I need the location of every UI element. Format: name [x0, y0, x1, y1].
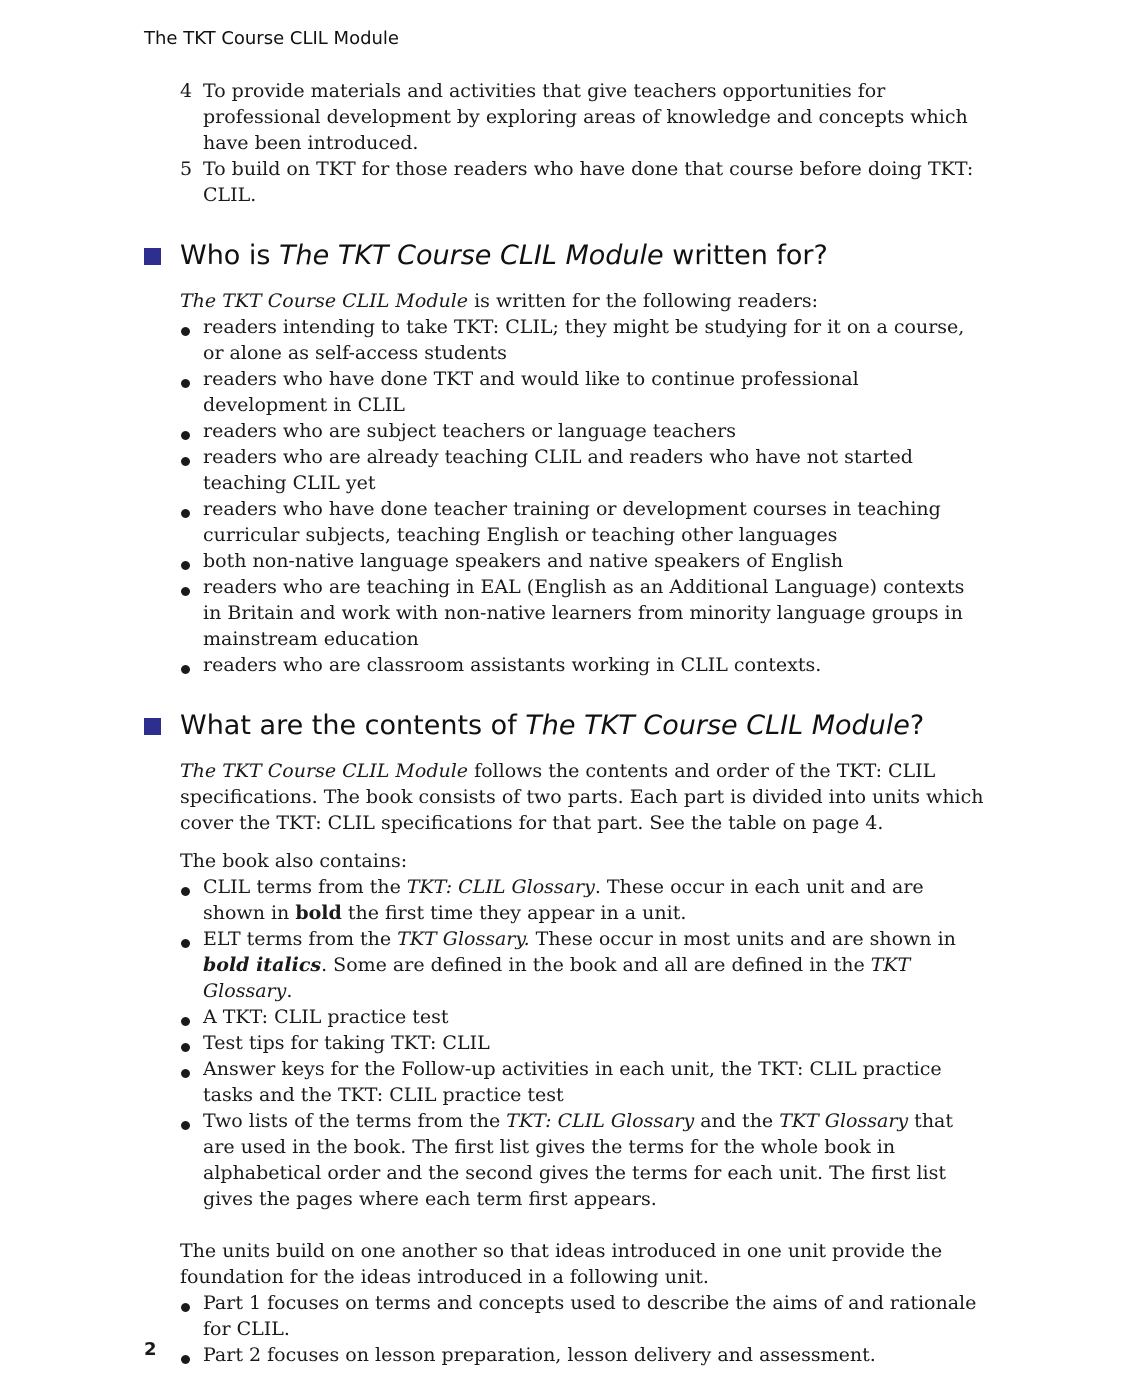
list-item: A TKT: CLIL practice test [180, 1004, 984, 1030]
also-contains: The book also contains: [180, 850, 408, 872]
bullet-icon [181, 327, 190, 336]
who-intro: The TKT Course CLIL Module is written for the following readers: [180, 290, 819, 312]
bullet-icon [181, 1043, 190, 1052]
list-item: Part 2 focuses on lesson preparation, lesson delivery and assessment. [180, 1342, 984, 1368]
list-item: readers who are classroom assistants working in CLIL contexts. [180, 652, 984, 678]
list-item: readers intending to take TKT: CLIL; they might be studying for it on a course, or alone as self-access students [180, 314, 984, 366]
spacer [144, 1212, 984, 1238]
bullet-icon [181, 1017, 190, 1026]
bullet-icon [181, 379, 190, 388]
parts-list [180, 1290, 984, 1368]
list-item: Test tips for taking TKT: CLIL [180, 1030, 984, 1056]
bullet-icon [181, 1303, 190, 1312]
bullet-icon [181, 1121, 190, 1130]
list-item: readers who are teaching in EAL (English as an Additional Language) contexts in Britain and work with non-native learners from minority language groups in mainstream education [180, 574, 984, 652]
bullet-icon [181, 509, 190, 518]
section-heading-what: What are the contents of The TKT Course CLIL Module? [144, 709, 984, 743]
running-head: The TKT Course CLIL Module [144, 28, 399, 49]
bullet-icon [181, 587, 190, 596]
bullet-icon [181, 1069, 190, 1078]
list-item: readers who are subject teachers or language teachers [180, 418, 984, 444]
list-item: Answer keys for the Follow-up activities in each unit, the TKT: CLIL practice tasks and the TKT: CLIL practice test [180, 1056, 984, 1108]
what-intro: The TKT Course CLIL Module follows the contents and order of the TKT: CLIL specifications. The book consists of two parts. Each part is divided into units which cover the TKT: CLIL specifications for that part. See the table on page 4. [180, 760, 984, 834]
bullet-icon [181, 665, 190, 674]
aims-list [180, 78, 984, 208]
bullet-icon [181, 457, 190, 466]
heading-square-icon [144, 718, 161, 735]
list-item: CLIL terms from the TKT: CLIL Glossary. These occur in each unit and are shown in bold the first time they appear in a unit. [180, 874, 984, 926]
who-list [180, 314, 984, 678]
bullet-icon [181, 561, 190, 570]
heading-square-icon [144, 248, 161, 265]
section-heading-who: Who is The TKT Course CLIL Module written for? [144, 239, 984, 273]
page-number: 2 [144, 1339, 157, 1360]
aim-item: 5 To build on TKT for those readers who have done that course before doing TKT: CLIL. [180, 158, 974, 206]
list-item: Two lists of the terms from the TKT: CLIL Glossary and the TKT Glossary that are used in the book. The first list gives the terms for the whole book in alphabetical order and the second gives the terms for each unit. The first list gives the pages where each term first appears. [180, 1108, 984, 1212]
contents-list [180, 874, 984, 1212]
page-content [144, 78, 984, 1368]
bullet-icon [181, 939, 190, 948]
list-item: readers who are already teaching CLIL and readers who have not started teaching CLIL yet [180, 444, 984, 496]
list-item: both non-native language speakers and native speakers of English [180, 548, 984, 574]
bullet-icon [181, 431, 190, 440]
list-item: readers who have done TKT and would like to continue professional development in CLIL [180, 366, 984, 418]
list-item: Part 1 focuses on terms and concepts used to describe the aims of and rationale for CLIL. [180, 1290, 984, 1342]
bullet-icon [181, 1355, 190, 1364]
aim-item: 4 To provide materials and activities that give teachers opportunities for professional development by exploring areas of knowledge and concepts which have been introduced. [180, 80, 968, 154]
bullet-icon [181, 887, 190, 896]
list-item: ELT terms from the TKT Glossary. These occur in most units and are shown in bold italics. Some are defined in the book and all are defined in the TKT Glossary. [180, 926, 984, 1004]
units-paragraph: The units build on one another so that ideas introduced in one unit provide the foundation for the ideas introduced in a following unit. [180, 1240, 943, 1288]
list-item: readers who have done teacher training or development courses in teaching curricular subjects, teaching English or teaching other languages [180, 496, 984, 548]
